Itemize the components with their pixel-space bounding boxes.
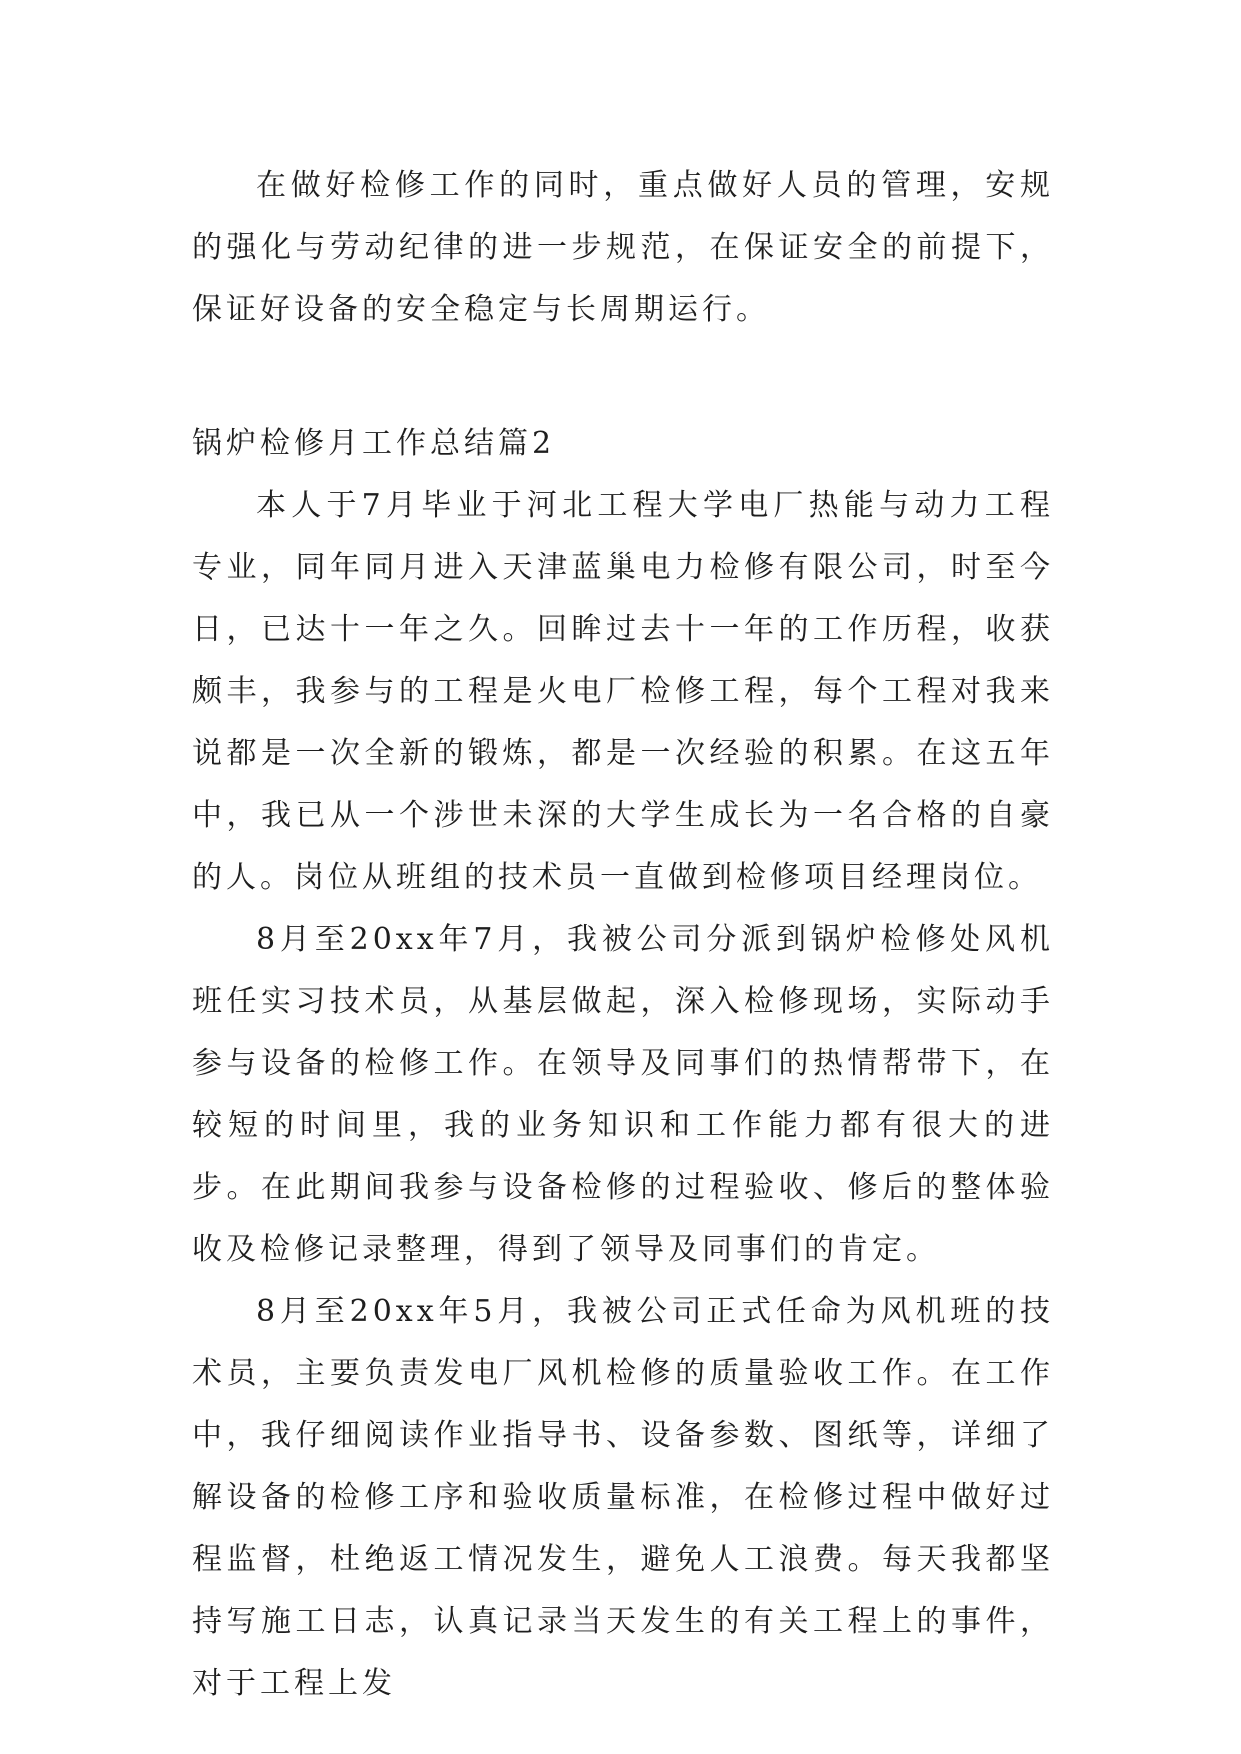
section-title: 锅炉检修月工作总结篇2 xyxy=(192,426,556,461)
body-paragraph-2: 8月至20xx年7月，我被公司分派到锅炉检修处风机班任实习技术员，从基层做起，深入检修现场，实际动手参与设备的检修工作。在领导及同事们的热情帮带下，在较短的时间里，我的业务知识和工作能力都有很大的进步。在此期间我参与设备检修的过程验收、修后的整体验收及检修记录整理，得到了领导及同事们的肯定。 xyxy=(192,922,1054,1267)
body-paragraph-1: 本人于7月毕业于河北工程大学电厂热能与动力工程专业，同年同月进入天津蓝巢电力检修有限公司，时至今日，已达十一年之久。回眸过去十一年的工作历程，收获颇丰，我参与的工程是火电厂检修工程，每个工程对我来说都是一次全新的锻炼，都是一次经验的积累。在这五年中，我已从一个涉世未深的大学生成长为一名合格的自豪的人。岗位从班组的技术员一直做到检修项目经理岗位。 xyxy=(192,488,1054,895)
document-body xyxy=(192,155,1054,1715)
body-paragraph-3: 8月至20xx年5月，我被公司正式任命为风机班的技术员，主要负责发电厂风机检修的质量验收工作。在工作中，我仔细阅读作业指导书、设备参数、图纸等，详细了解设备的检修工序和验收质量标准，在检修过程中做好过程监督，杜绝返工情况发生，避免人工浪费。每天我都坚持写施工日志，认真记录当天发生的有关工程上的事件，对于工程上发 xyxy=(192,1294,1054,1701)
intro-paragraph: 在做好检修工作的同时，重点做好人员的管理，安规的强化与劳动纪律的进一步规范，在保证安全的前提下，保证好设备的安全稳定与长周期运行。 xyxy=(192,168,1054,327)
